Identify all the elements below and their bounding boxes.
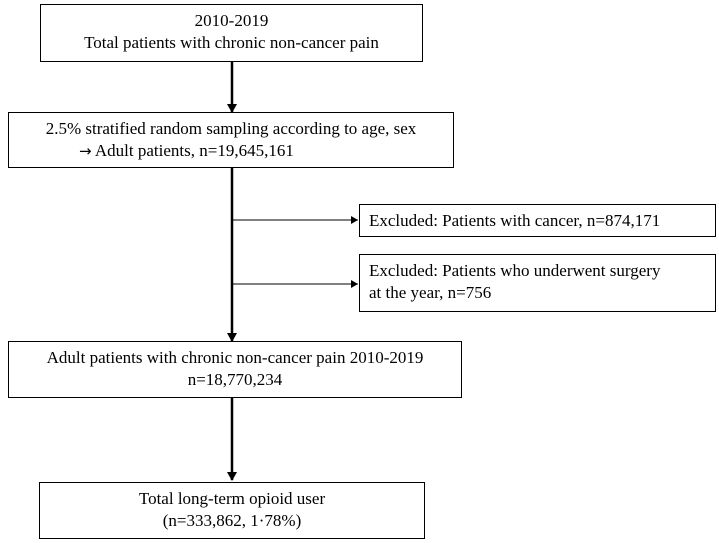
- total-patients-label: Total patients with chronic non-cancer pain: [84, 33, 379, 52]
- long-term-opioid-label: Total long-term opioid user: [138, 489, 326, 508]
- long-term-opioid-box: [39, 482, 425, 539]
- excluded-surgery-box: [359, 254, 716, 312]
- long-term-opioid-count: (n=333,862, 1·78%): [162, 511, 302, 530]
- excluded-surgery-count: at the year, n=756: [369, 283, 492, 302]
- sampling-box: [8, 112, 454, 168]
- right-arrow-icon: →: [79, 142, 92, 160]
- adult-chronic-label: Adult patients with chronic non-cancer pain 2010-2019: [46, 348, 424, 367]
- adult-chronic-box: [8, 341, 462, 398]
- excluded-cancer-box: [359, 204, 716, 237]
- excluded-surgery-label: Excluded: Patients who underwent surgery: [369, 261, 661, 280]
- adult-chronic-count: n=18,770,234: [187, 370, 283, 389]
- sampling-result: [9, 140, 453, 162]
- total-patients-box: [40, 4, 423, 62]
- sampling-count: Adult patients, n=19,645,161: [94, 141, 294, 160]
- total-patients-years: 2010-2019: [194, 11, 269, 30]
- excluded-cancer-label: Excluded: Patients with cancer, n=874,171: [369, 211, 661, 230]
- sampling-method: 2.5% stratified random sampling according to age, sex: [45, 119, 417, 138]
